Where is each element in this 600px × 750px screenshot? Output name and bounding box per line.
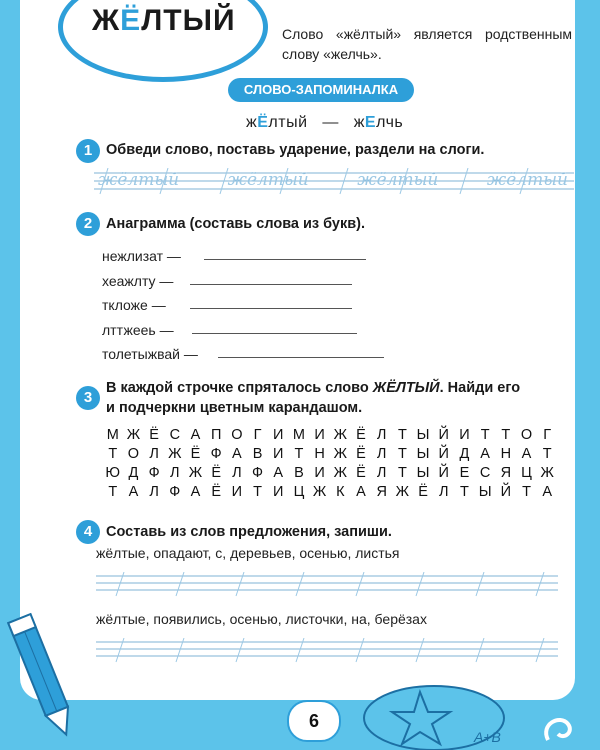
intro-text: Слово «жёлтый» является родственным слову «желчь». bbox=[282, 26, 572, 62]
grid-letter[interactable]: Ё bbox=[356, 465, 366, 481]
grid-letter[interactable]: Л bbox=[438, 484, 449, 500]
letter-row bbox=[105, 483, 555, 502]
sentence-words-1: жёлтые, опадают, с, деревьев, осенью, листья bbox=[96, 545, 400, 561]
anagram-word: лттжееь — bbox=[102, 322, 174, 338]
pencil-icon bbox=[0, 605, 80, 745]
grid-letter[interactable]: Ж bbox=[395, 484, 410, 500]
grid-letter[interactable]: Л bbox=[149, 446, 159, 462]
grid-letter[interactable]: И bbox=[231, 484, 243, 500]
grid-letter[interactable]: Л bbox=[170, 465, 180, 481]
anagram-word: ткложе — bbox=[102, 297, 166, 313]
grid-letter[interactable]: Ы bbox=[478, 484, 492, 500]
grid-letter[interactable]: Й bbox=[438, 465, 449, 481]
grid-letter[interactable]: Т bbox=[542, 446, 552, 462]
worksheet-page bbox=[20, 0, 575, 700]
grid-letter[interactable]: О bbox=[127, 446, 140, 462]
answer-line[interactable] bbox=[190, 308, 352, 309]
star-icon bbox=[362, 682, 532, 750]
grid-letter[interactable]: Ж bbox=[540, 465, 554, 481]
grid-letter[interactable]: И bbox=[273, 484, 284, 500]
grid-letter[interactable]: Й bbox=[438, 427, 449, 443]
anagram-word: толетыжвай — bbox=[102, 346, 198, 362]
grid-letter[interactable]: Ю bbox=[105, 465, 121, 481]
grid-letter[interactable]: Я bbox=[500, 465, 512, 481]
page-number: 6 bbox=[287, 700, 341, 742]
grid-letter[interactable]: Т bbox=[397, 427, 407, 443]
grid-letter[interactable]: Г bbox=[543, 427, 552, 443]
grid-letter[interactable]: Ы bbox=[416, 446, 430, 462]
grid-letter[interactable]: Ф bbox=[169, 484, 181, 500]
grid-letter[interactable]: Т bbox=[460, 484, 469, 500]
page-title: ЖЁЛТЫЙ bbox=[92, 4, 236, 37]
grid-letter[interactable]: А bbox=[273, 465, 284, 481]
grid-letter[interactable]: Т bbox=[108, 484, 118, 500]
answer-line[interactable] bbox=[218, 357, 384, 358]
grid-letter[interactable]: Л bbox=[376, 446, 387, 462]
grid-letter[interactable]: Ё bbox=[418, 484, 428, 500]
grid-letter[interactable]: С bbox=[169, 427, 181, 443]
grid-letter[interactable]: Т bbox=[522, 484, 531, 500]
grid-letter[interactable]: Ф bbox=[148, 465, 160, 481]
grid-letter[interactable]: Ж bbox=[188, 465, 203, 481]
word-memo-banner: СЛОВО-ЗАПОМИНАЛКА bbox=[228, 78, 414, 102]
answer-line[interactable] bbox=[190, 284, 352, 285]
anagram-word: хеажлту — bbox=[102, 273, 174, 289]
grid-letter[interactable]: В bbox=[252, 446, 263, 462]
grid-letter[interactable]: Ё bbox=[190, 446, 201, 462]
grid-letter[interactable]: Ы bbox=[416, 427, 430, 443]
cursive-word: жёлтый bbox=[227, 170, 309, 190]
grid-letter[interactable]: Ж bbox=[333, 465, 347, 481]
grid-letter[interactable]: В bbox=[294, 465, 304, 481]
grid-letter[interactable]: Ц bbox=[293, 484, 305, 500]
task-number-4: 4 bbox=[76, 520, 100, 544]
grid-letter[interactable]: Ё bbox=[356, 446, 366, 462]
grid-letter[interactable]: А bbox=[356, 484, 366, 500]
sentence-words-2: жёлтые, появились, осенью, листочки, на, берёзах bbox=[96, 611, 427, 627]
grid-letter[interactable]: Т bbox=[108, 446, 118, 462]
grid-letter[interactable]: Н bbox=[314, 446, 325, 462]
grid-letter[interactable]: Л bbox=[376, 465, 387, 481]
grid-letter[interactable]: М bbox=[292, 427, 305, 443]
grid-letter[interactable]: Т bbox=[294, 446, 304, 462]
grid-letter[interactable]: О bbox=[231, 427, 243, 443]
swirl-icon bbox=[540, 710, 580, 750]
grid-letter[interactable]: Т bbox=[480, 427, 490, 443]
grid-letter[interactable]: И bbox=[314, 465, 325, 481]
letter-row bbox=[105, 426, 555, 445]
grid-letter[interactable]: А bbox=[542, 484, 553, 500]
grid-letter[interactable]: Ж bbox=[168, 446, 182, 462]
task-4-text: Составь из слов предложения, запиши. bbox=[106, 524, 392, 540]
task-3-text: В каждой строчке спряталось слово ЖЁЛТЫЙ. Найди его и подчеркни цветным карандашом. bbox=[106, 380, 521, 416]
anagram-word: нежлизат — bbox=[102, 248, 181, 264]
grid-letter[interactable]: О bbox=[520, 427, 533, 443]
grid-letter[interactable]: Т bbox=[397, 465, 407, 481]
task-1-text: Обведи слово, поставь ударение, раздели на слоги. bbox=[106, 142, 485, 158]
writing-lines-1[interactable] bbox=[96, 572, 558, 598]
grid-letter[interactable]: Г bbox=[253, 427, 262, 443]
grid-letter[interactable]: Ф bbox=[210, 446, 222, 462]
grid-letter[interactable]: И bbox=[273, 427, 284, 443]
grid-letter[interactable]: И bbox=[314, 427, 325, 443]
grid-letter[interactable]: Ж bbox=[333, 446, 347, 462]
cursive-words bbox=[98, 170, 568, 190]
answer-line[interactable] bbox=[192, 333, 357, 334]
grid-letter[interactable]: Ё bbox=[211, 484, 222, 500]
grid-letter[interactable]: Я bbox=[376, 484, 387, 500]
letter-row bbox=[105, 445, 555, 464]
cursive-word: жёлтый bbox=[98, 170, 180, 190]
grid-letter[interactable]: М bbox=[106, 427, 119, 443]
grid-letter[interactable]: А bbox=[521, 446, 532, 462]
grid-letter[interactable]: Ф bbox=[252, 465, 264, 481]
grid-letter[interactable]: П bbox=[210, 427, 222, 443]
memo-words: жЁлтый — жЕлчь bbox=[246, 114, 404, 131]
grid-letter[interactable]: С bbox=[479, 465, 491, 481]
cursive-word: жёлтый bbox=[486, 170, 568, 190]
grid-letter[interactable]: Д bbox=[128, 465, 139, 481]
grid-letter[interactable]: Й bbox=[438, 446, 449, 462]
letter-row bbox=[105, 464, 555, 483]
grid-letter[interactable]: Л bbox=[376, 427, 387, 443]
grid-letter[interactable]: Й bbox=[500, 484, 512, 500]
grid-letter[interactable]: А bbox=[480, 446, 490, 462]
task-number-1: 1 bbox=[76, 139, 100, 163]
task-number-3: 3 bbox=[76, 386, 100, 410]
grid-letter[interactable]: А bbox=[128, 484, 139, 500]
grid-letter[interactable]: Ы bbox=[416, 465, 430, 481]
letter-grid bbox=[105, 426, 555, 502]
grid-letter[interactable]: Т bbox=[253, 484, 262, 500]
task-2-text: Анаграмма (составь слова из букв). bbox=[106, 216, 366, 232]
grid-letter[interactable]: Ц bbox=[521, 465, 532, 481]
grid-letter[interactable]: Л bbox=[149, 484, 159, 500]
grid-letter[interactable]: Л bbox=[232, 465, 242, 481]
footer-letters: A+B bbox=[474, 729, 501, 745]
writing-lines-2[interactable] bbox=[96, 638, 558, 664]
cursive-word: жёлтый bbox=[357, 170, 439, 190]
grid-letter[interactable]: Т bbox=[501, 427, 511, 443]
grid-letter[interactable]: И bbox=[273, 446, 284, 462]
grid-letter[interactable]: Н bbox=[500, 446, 512, 462]
grid-letter[interactable]: Ж bbox=[312, 484, 327, 500]
grid-letter[interactable]: Ё bbox=[211, 465, 222, 481]
grid-letter[interactable]: Т bbox=[397, 446, 407, 462]
grid-letter[interactable]: А bbox=[190, 427, 201, 443]
grid-letter[interactable]: К bbox=[336, 484, 345, 500]
grid-letter[interactable]: Ё bbox=[149, 427, 159, 443]
grid-letter[interactable]: Д bbox=[459, 446, 470, 462]
grid-letter[interactable]: Е bbox=[459, 465, 470, 481]
answer-line[interactable] bbox=[204, 259, 366, 260]
task-number-2: 2 bbox=[76, 212, 100, 236]
grid-letter[interactable]: Ж bbox=[126, 427, 141, 443]
grid-letter[interactable]: А bbox=[232, 446, 242, 462]
grid-letter[interactable]: А bbox=[190, 484, 201, 500]
grid-letter[interactable]: И bbox=[459, 427, 470, 443]
grid-letter[interactable]: Ж bbox=[333, 427, 347, 443]
grid-letter[interactable]: Ё bbox=[356, 427, 366, 443]
